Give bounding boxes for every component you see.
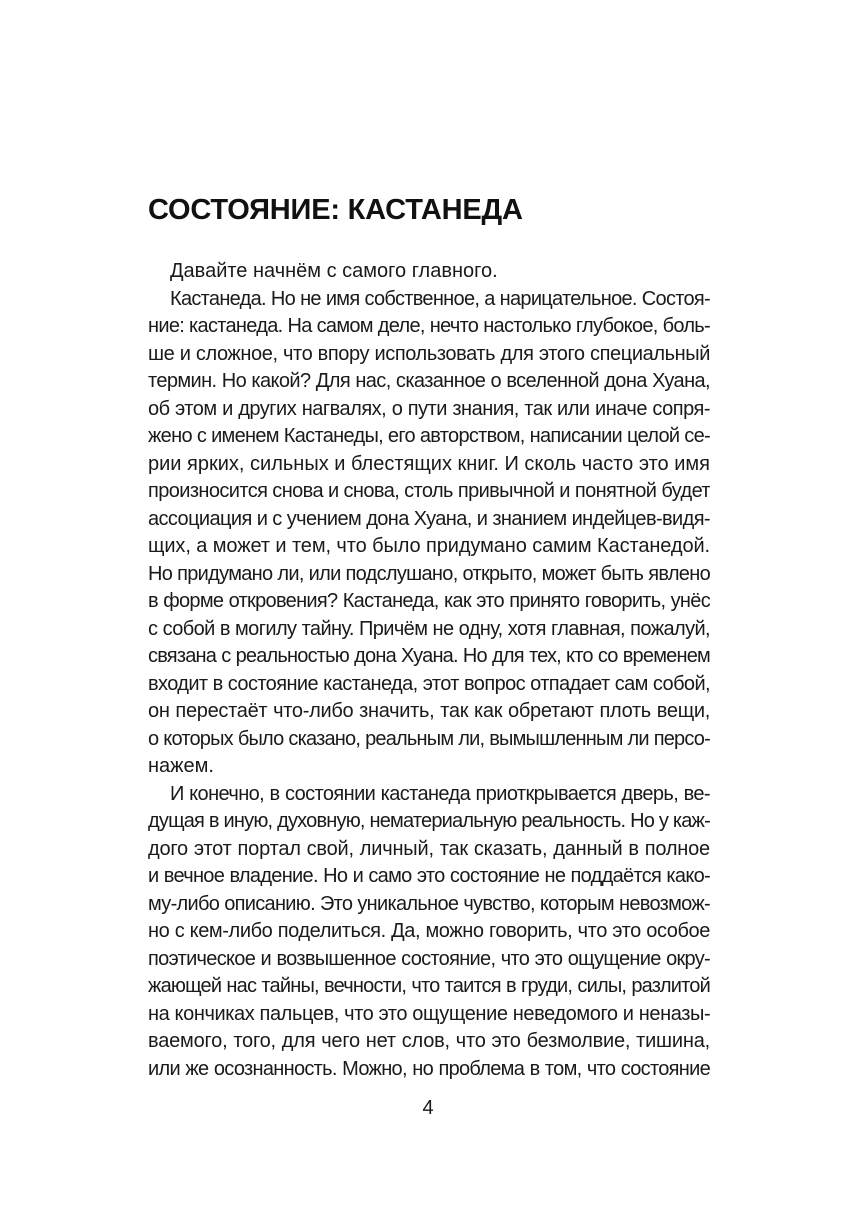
text-line: жено с именем Кастанеды, его авторством, написании целой се- — [148, 425, 710, 447]
text-line: ваемого, того, для чего нет слов, что это безмолвие, тишина, — [148, 1030, 710, 1052]
text-line: и вечное владение. Но и само это состояние не поддаётся како- — [148, 865, 710, 887]
body-text — [148, 258, 710, 1083]
text-line: Кастанеда. Но не имя собственное, а нарицательное. Состоя- — [170, 287, 710, 310]
text-line: термин. Но какой? Для нас, сказанное о вселенной дона Хуана, — [148, 370, 710, 392]
text-line: И конечно, в состоянии кастанеда приоткрывается дверь, ве- — [170, 782, 710, 805]
text-line: в форме откровения? Кастанеда, как это принято говорить, унёс — [148, 590, 710, 612]
text-line: поэтическое и возвышенное состояние, что это ощущение окру- — [148, 947, 710, 970]
text-line: Давайте начнём с самого главного. — [170, 260, 498, 282]
text-line: о которых было сказано, реальным ли, вымышленным ли персо- — [148, 727, 710, 750]
text-line: связана с реальностью дона Хуана. Но для тех, кто со временем — [148, 645, 710, 667]
text-line: но с кем-либо поделиться. Да, можно говорить, что это особое — [148, 920, 710, 942]
text-line: дущая в иную, духовную, нематериальную реальность. Но у каж- — [148, 810, 710, 832]
text-line: ше и сложное, что впору использовать для этого специальный — [148, 342, 710, 365]
text-line: ние: кастанеда. На самом деле, нечто настолько глубокое, боль- — [148, 315, 710, 337]
text-line: дого этот портал свой, личный, так сказать, данный в полное — [148, 837, 710, 860]
text-line: ассоциация и с учением дона Хуана, и знанием индейцев-видя- — [148, 507, 710, 530]
page-number: 4 — [422, 1097, 434, 1119]
text-line: об этом и других нагвалях, о пути знания, так или иначе сопря- — [148, 397, 710, 420]
text-line: нажем. — [148, 755, 214, 777]
chapter-title: СОСТОЯНИЕ: КАСТАНЕДА — [148, 194, 523, 226]
text-line: рии ярких, сильных и блестящих книг. И сколь часто это имя — [148, 452, 710, 475]
text-line: с собой в могилу тайну. Причём не одну, хотя главная, пожалуй, — [148, 617, 710, 640]
text-line: произносится снова и снова, столь привычной и понятной будет — [148, 480, 710, 502]
text-line: или же осознанность. Можно, но проблема в том, что состояние — [148, 1057, 710, 1080]
text-line: щих, а может и тем, что было придумано самим Кастанедой. — [148, 535, 710, 557]
text-line: жающей нас тайны, вечности, что таится в груди, силы, разлитой — [148, 975, 710, 997]
text-line: входит в состояние кастанеда, этот вопрос отпадает сам собой, — [148, 672, 710, 695]
text-line: на кончиках пальцев, что это ощущение неведомого и неназы- — [148, 1002, 710, 1025]
text-line: Но придумано ли, или подслушано, открыто, может быть явлено — [148, 562, 710, 585]
text-line: му-либо описанию. Это уникальное чувство, которым невозмож- — [148, 892, 710, 915]
text-line: он перестаёт что-либо значить, так как обретают плоть вещи, — [148, 700, 710, 722]
